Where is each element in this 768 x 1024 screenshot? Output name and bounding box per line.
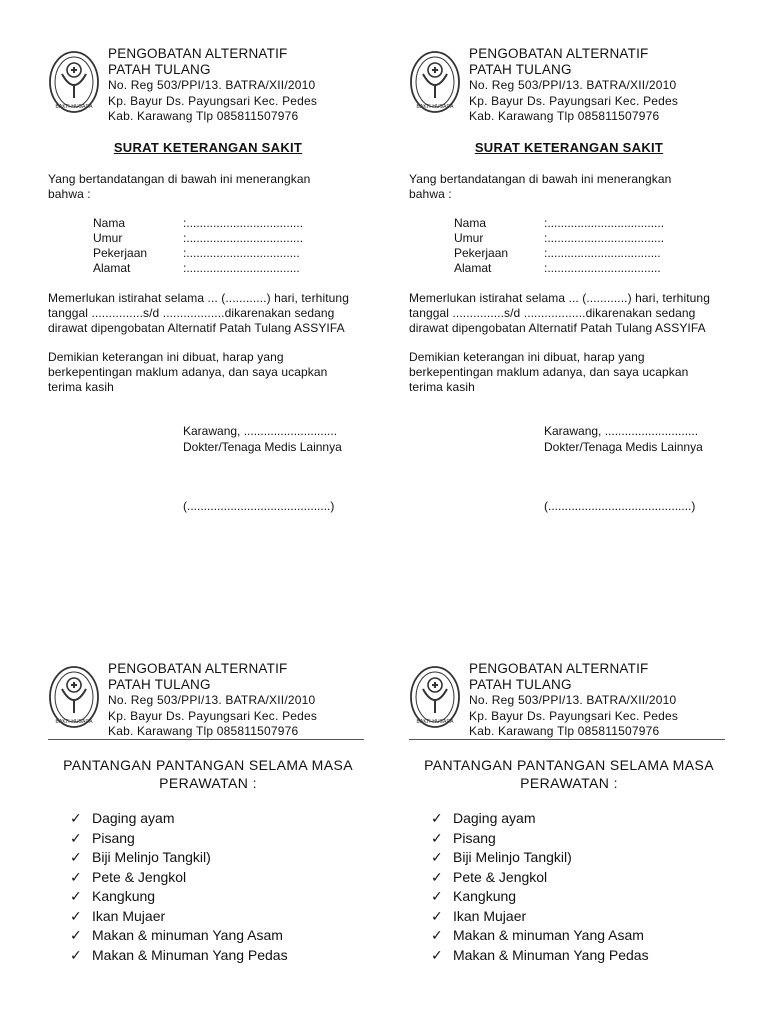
clinic-header: [469, 46, 678, 125]
clinic-name-line1: PENGOBATAN ALTERNATIF: [469, 46, 649, 61]
svg-text:BAKTI HUSADA: BAKTI HUSADA: [55, 104, 93, 110]
list-item: ✓ Makan & minuman Yang Asam: [431, 926, 649, 946]
bakti-husada-logo-icon: [409, 661, 461, 729]
list-item: ✓ Daging ayam: [70, 809, 288, 829]
sick-letter-card-left: [48, 46, 378, 526]
checkmark-icon: ✓: [431, 888, 443, 904]
signature-line: (...........................................): [183, 499, 335, 513]
field-alamat: Alamat :..................................: [93, 261, 300, 275]
restriction-card-left: [48, 661, 378, 981]
list-item: ✓ Pete & Jengkol: [431, 868, 649, 888]
clinic-address2: Kab. Karawang Tlp 085811507976: [108, 109, 299, 123]
closing-text: Demikian keterangan ini dibuat, harap yang berkepentingan maklum adanya, dan saya ucapkan terima kasih: [409, 350, 689, 394]
restriction-list: [70, 809, 288, 965]
patient-fields: [93, 216, 303, 276]
field-nama: Nama :...................................: [454, 216, 665, 230]
checkmark-icon: ✓: [431, 849, 443, 865]
clinic-address2: Kab. Karawang Tlp 085811507976: [108, 724, 299, 738]
rest-text: Memerlukan istirahat selama ... (............) hari, terhitung tanggal ...............s/d ..................dikarenakan sedang dirawat dipengobatan Alternatif Patah Tulang ASSYIFA: [48, 291, 349, 335]
intro-line1: Yang bertandatangan di bawah ini menerangkan: [409, 172, 672, 186]
clinic-address1: Kp. Bayur Ds. Payungsari Kec. Pedes: [108, 708, 318, 723]
list-item: ✓ Makan & Minuman Yang Pedas: [431, 946, 649, 966]
clinic-address2: Kab. Karawang Tlp 085811507976: [469, 724, 660, 738]
clinic-header: [108, 46, 317, 125]
clinic-address1: Kp. Bayur Ds. Payungsari Kec. Pedes: [108, 93, 318, 108]
patient-fields: [454, 216, 664, 276]
checkmark-icon: ✓: [70, 888, 82, 904]
list-item: ✓ Makan & Minuman Yang Pedas: [70, 946, 288, 966]
restriction-list: [431, 809, 649, 965]
intro-line2: bahwa :: [48, 187, 91, 201]
field-nama: Nama :...................................: [93, 216, 304, 230]
clinic-reg: No. Reg 503/PPI/13. BATRA/XII/2010: [469, 78, 677, 92]
checkmark-icon: ✓: [431, 927, 443, 943]
list-item: ✓ Kangkung: [431, 887, 649, 907]
intro-text: [409, 172, 671, 202]
checkmark-icon: ✓: [431, 907, 443, 924]
header-divider: [48, 739, 364, 740]
svg-text:BAKTI HUSADA: BAKTI HUSADA: [55, 719, 93, 725]
list-item: ✓ Daging ayam: [431, 809, 649, 829]
signature-line: (...........................................): [544, 499, 696, 513]
field-pekerjaan: Pekerjaan :..................................: [454, 246, 661, 260]
list-item: ✓ Makan & minuman Yang Asam: [70, 926, 288, 946]
checkmark-icon: ✓: [70, 907, 82, 924]
checkmark-icon: ✓: [70, 927, 82, 943]
signer-title: Dokter/Tenaga Medis Lainnya: [183, 439, 342, 454]
svg-text:BAKTI HUSADA: BAKTI HUSADA: [416, 719, 454, 725]
field-umur: Umur :...................................: [93, 231, 304, 245]
clinic-header: [108, 661, 317, 740]
field-alamat: Alamat :..................................: [454, 261, 661, 275]
checkmark-icon: ✓: [431, 810, 443, 826]
checkmark-icon: ✓: [70, 829, 82, 846]
list-item: ✓ Pete & Jengkol: [70, 868, 288, 888]
clinic-reg: No. Reg 503/PPI/13. BATRA/XII/2010: [469, 693, 677, 707]
intro-text: [48, 172, 310, 202]
place-date: Karawang, ............................: [544, 424, 699, 438]
svg-text:BAKTI HUSADA: BAKTI HUSADA: [416, 104, 454, 110]
list-item: ✓ Pisang: [431, 829, 649, 849]
bakti-husada-logo-icon: [409, 46, 461, 114]
checkmark-icon: ✓: [70, 849, 82, 865]
checkmark-icon: ✓: [70, 868, 82, 885]
list-item: ✓ Pisang: [70, 829, 288, 849]
place-date: Karawang, ............................: [183, 424, 338, 438]
signature-block: [183, 424, 342, 455]
letter-title: SURAT KETERANGAN SAKIT: [474, 140, 664, 155]
closing-text: Demikian keterangan ini dibuat, harap yang berkepentingan maklum adanya, dan saya ucapkan terima kasih: [48, 350, 328, 394]
intro-line1: Yang bertandatangan di bawah ini menerangkan: [48, 172, 311, 186]
rest-text: Memerlukan istirahat selama ... (............) hari, terhitung tanggal ...............s/d ..................dikarenakan sedang dirawat dipengobatan Alternatif Patah Tulang ASSYIFA: [409, 291, 710, 335]
checkmark-icon: ✓: [70, 810, 82, 826]
clinic-address1: Kp. Bayur Ds. Payungsari Kec. Pedes: [469, 93, 679, 108]
bakti-husada-logo-icon: [48, 661, 100, 729]
restriction-card-right: [409, 661, 739, 981]
bakti-husada-logo-icon: [48, 46, 100, 114]
signer-title: Dokter/Tenaga Medis Lainnya: [544, 439, 703, 454]
clinic-header: [469, 661, 678, 740]
clinic-address2: Kab. Karawang Tlp 085811507976: [469, 109, 660, 123]
signature-block: [544, 424, 703, 455]
clinic-reg: No. Reg 503/PPI/13. BATRA/XII/2010: [108, 693, 316, 707]
list-item: ✓ Ikan Mujaer: [70, 907, 288, 927]
field-umur: Umur :...................................: [454, 231, 665, 245]
letter-title: SURAT KETERANGAN SAKIT: [113, 140, 303, 155]
checkmark-icon: ✓: [431, 946, 443, 963]
clinic-address1: Kp. Bayur Ds. Payungsari Kec. Pedes: [469, 708, 679, 723]
clinic-name-line1: PENGOBATAN ALTERNATIF: [108, 46, 288, 61]
list-item: ✓ Biji Melinjo Tangkil): [70, 848, 288, 868]
clinic-name-line1: PENGOBATAN ALTERNATIF: [469, 661, 649, 676]
sick-letter-card-right: [409, 46, 739, 526]
header-divider: [409, 739, 725, 740]
clinic-name-line2: PATAH TULANG: [469, 677, 572, 692]
restriction-title: PANTANGAN PANTANGAN SELAMA MASA PERAWATAN :: [424, 757, 714, 791]
list-item: ✓ Kangkung: [70, 887, 288, 907]
clinic-name-line2: PATAH TULANG: [108, 677, 211, 692]
list-item: ✓ Biji Melinjo Tangkil): [431, 848, 649, 868]
checkmark-icon: ✓: [431, 868, 443, 885]
field-pekerjaan: Pekerjaan :..................................: [93, 246, 300, 260]
checkmark-icon: ✓: [431, 829, 443, 846]
clinic-name-line2: PATAH TULANG: [469, 62, 572, 77]
restriction-title: PANTANGAN PANTANGAN SELAMA MASA PERAWATAN :: [63, 757, 353, 791]
clinic-name-line1: PENGOBATAN ALTERNATIF: [108, 661, 288, 676]
intro-line2: bahwa :: [409, 187, 452, 201]
clinic-reg: No. Reg 503/PPI/13. BATRA/XII/2010: [108, 78, 316, 92]
clinic-name-line2: PATAH TULANG: [108, 62, 211, 77]
list-item: ✓ Ikan Mujaer: [431, 907, 649, 927]
checkmark-icon: ✓: [70, 946, 82, 963]
